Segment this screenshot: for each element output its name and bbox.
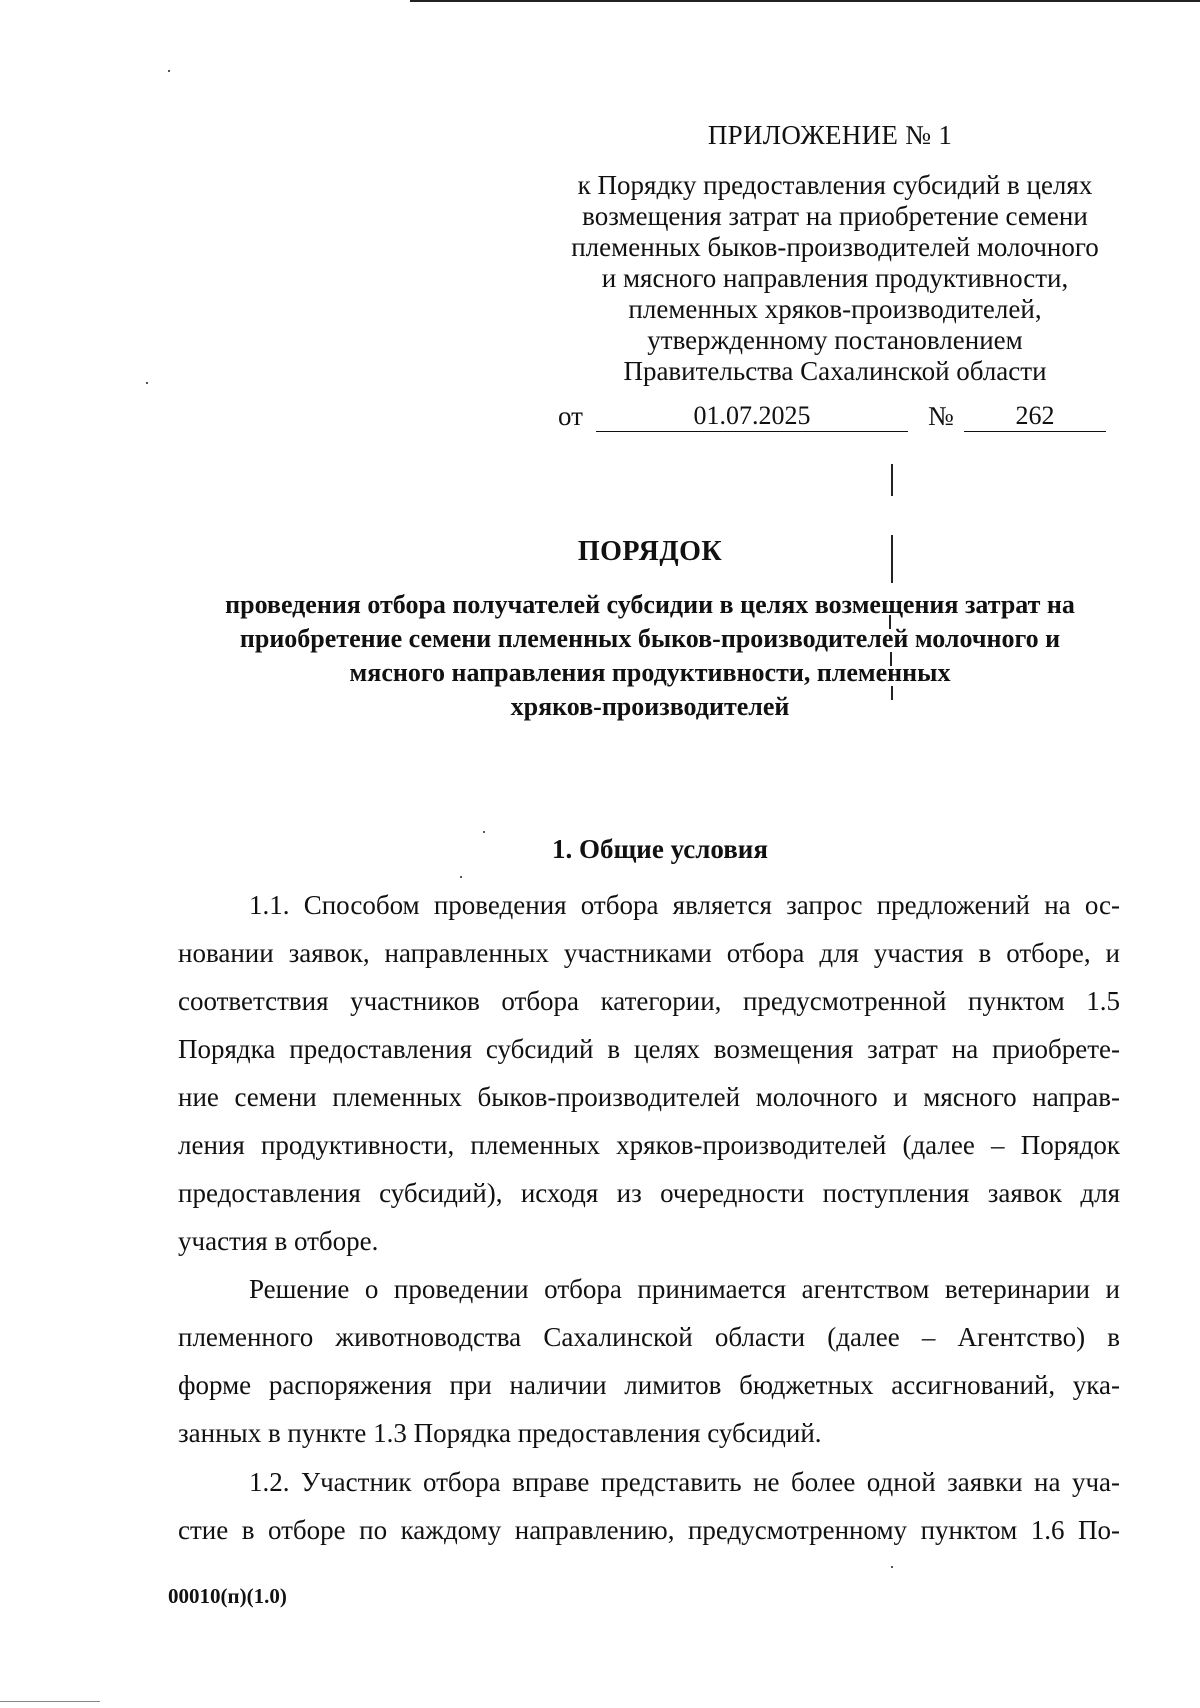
- order-title: ПОРЯДОК: [577, 536, 723, 567]
- appendix-title: ПРИЛОЖЕНИЕ № 1: [707, 120, 953, 150]
- appendix-line: Правительства Сахалинской области: [623, 356, 1047, 386]
- paragraph-line: новании заявок, направленных участниками отбора для участия в отборе, и: [178, 938, 1120, 968]
- appendix-reference: [540, 170, 1130, 387]
- order-subtitle: [150, 588, 1150, 724]
- order-subtitle-line: приобретение семени племенных быков-производителей молочного и: [239, 624, 1061, 653]
- appendix-line: племенных хряков-производителей,: [628, 294, 1042, 324]
- date-prefix: от: [558, 401, 583, 431]
- scan-dot: [483, 831, 485, 833]
- paragraph-1-2: [178, 1458, 1120, 1554]
- scan-edge-line-bottom: [0, 1701, 100, 1702]
- paragraph-decision: [178, 1265, 1120, 1457]
- scan-dot: [146, 382, 148, 384]
- paragraph-line: предоставления субсидий), исходя из очередности поступления заявок для: [178, 1178, 1120, 1208]
- scan-dot: [460, 876, 462, 878]
- paragraph-line: форме распоряжения при наличии лимитов бюджетных ассигнований, ука-: [178, 1370, 1120, 1400]
- paragraph-line: племенного животноводства Сахалинской области (далее – Агентство) в: [178, 1322, 1120, 1352]
- paragraph-line: стие в отборе по каждому направлению, предусмотренному пунктом 1.6 По-: [178, 1515, 1120, 1545]
- section-heading: 1. Общие условия: [552, 834, 768, 864]
- paragraph-line: Решение о проведении отбора принимается агентством ветеринарии и: [249, 1274, 1120, 1304]
- scan-edge-line: [410, 0, 1200, 2]
- number-sign: №: [928, 401, 954, 431]
- appendix-line: утвержденному постановлением: [647, 325, 1023, 355]
- paragraph-1-1: [178, 881, 1120, 1265]
- paragraph-line: 1.1. Способом проведения отбора является запрос предложений на ос-: [249, 890, 1120, 920]
- paragraph-line: занных в пункте 1.3 Порядка предоставления субсидий.: [178, 1418, 822, 1448]
- paragraph-line: 1.2. Участник отбора вправе представить не более одной заявки на уча-: [249, 1467, 1120, 1497]
- document-code: 00010(п)(1.0): [168, 1584, 287, 1608]
- decree-date-line: [558, 401, 1118, 437]
- decree-number: 262: [964, 401, 1106, 432]
- appendix-line: возмещения затрат на приобретение семени: [582, 201, 1088, 231]
- scan-dot: [168, 70, 170, 72]
- scan-dot: [891, 1566, 893, 1568]
- paragraph-line: Порядка предоставления субсидий в целях возмещения затрат на приобрете-: [178, 1034, 1120, 1064]
- order-subtitle-line: проведения отбора получателей субсидии в целях возмещения затрат на: [225, 590, 1075, 619]
- paragraph-line: ние семени племенных быков-производителей молочного и мясного направ-: [178, 1082, 1120, 1112]
- decree-date: 01.07.2025: [596, 401, 908, 432]
- appendix-line: к Порядку предоставления субсидий в целях: [577, 170, 1093, 200]
- appendix-line: племенных быков-производителей молочного: [571, 232, 1099, 262]
- appendix-line: и мясного направления продуктивности,: [601, 263, 1069, 293]
- order-subtitle-line: хряков-производителей: [510, 692, 790, 721]
- scan-mark: [891, 464, 893, 496]
- paragraph-line: участия в отборе.: [178, 1226, 379, 1256]
- order-subtitle-line: мясного направления продуктивности, племенных: [349, 658, 951, 687]
- paragraph-line: соответствия участников отбора категории, предусмотренной пунктом 1.5: [178, 986, 1120, 1016]
- paragraph-line: ления продуктивности, племенных хряков-производителей (далее – Порядок: [178, 1130, 1120, 1160]
